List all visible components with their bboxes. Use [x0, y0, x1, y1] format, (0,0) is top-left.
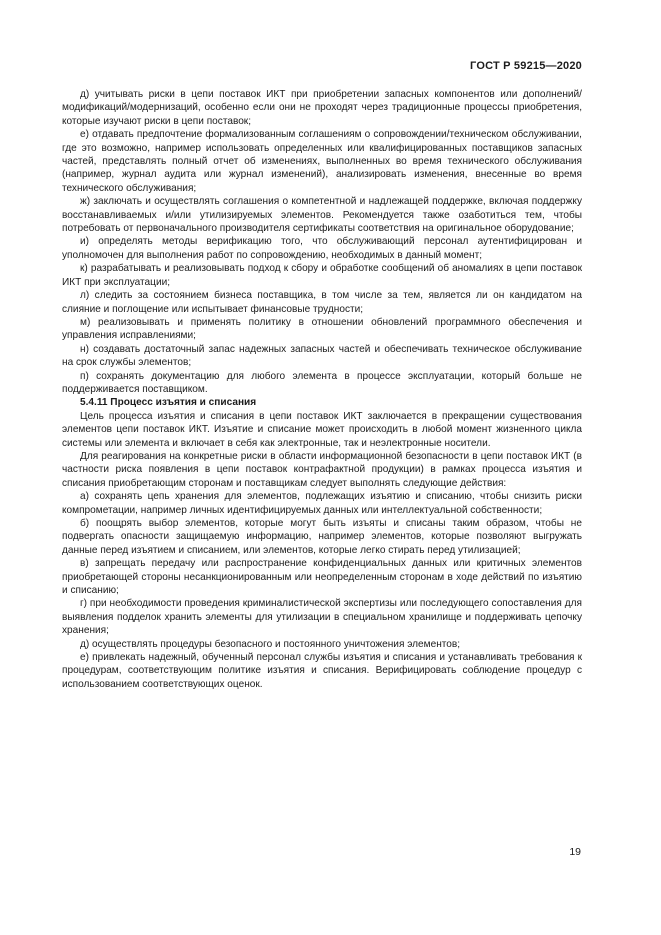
list-item-g: г) при необходимости проведения криминалистической экспертизы или последующего сопоставления для выявления подделок хранить элементы для утилизации в специальном хранилище и поддерживать цепочку хранения; — [62, 598, 582, 637]
document-standard-number: ГОСТ Р 59215—2020 — [470, 60, 582, 72]
list-item-b: б) поощрять выбор элементов, которые могут быть изъяты и списаны таким образом, чтобы не подвергать опасности защищаемую информацию, например элементов, которые позволяют выгружать данные перед изъятием и списанием, или элементов, которые легко стирать перед утилизацией; — [62, 518, 582, 556]
section-heading: 5.4.11 Процесс изъятия и списания — [80, 397, 257, 409]
page-number: 19 — [569, 846, 581, 858]
list-item-a: а) сохранять цепь хранения для элементов, подлежащих изъятию и списанию, чтобы снизить риски компрометации, например личных идентифицируемых данных или интеллектуальной собственности; — [62, 491, 582, 516]
document-body — [62, 88, 582, 691]
list-item-e2: е) привлекать надежный, обученный персонал службы изъятия и списания и устанавливать требования к процедурам, соответствующим политике изъятия и списания. Верифицировать соблюдение процедур с использованием соответствующих оценок. — [62, 652, 582, 690]
list-item-m: м) реализовывать и применять политику в отношении обновлений программного обеспечения и управления исправлениями; — [62, 316, 582, 342]
list-item-v: в) запрещать передачу или распространение конфиденциальных данных или критичных элементов приобретающей стороны несанкционированным или неопределенным сторонам в ходе действий по изъятию и списанию; — [62, 558, 582, 597]
list-item-p: п) сохранять документацию для любого элемента в процессе эксплуатации, который больше не поддерживается поставщиком. — [62, 370, 582, 395]
section-paragraph-intro: Для реагирования на конкретные риски в области информационной безопасности в цепи поставок ИКТ (в частности риска появления в цепи поставок контрафактной продукции) в рамках процесса изъятия и списания приобретающим сторонам и поставщикам следует выполнять следующие действия: — [62, 450, 582, 489]
list-item-i: и) определять методы верификацию того, что обслуживающий персонал аутентифицирован и уполномочен для выполнения работ по сопровождению, необходимых в данный момент; — [62, 236, 582, 261]
list-item-d: д) учитывать риски в цепи поставок ИКТ при приобретении запасных компонентов или дополнений/модификаций/модернизаций, особенно если они не проходят через традиционные процессы приобретения, которые изучают риски в цепи поставок; — [62, 89, 582, 127]
list-item-n: н) создавать достаточный запас надежных запасных частей и обеспечивать техническое обслуживание на срок службы элементов; — [62, 343, 582, 369]
section-paragraph-purpose: Цель процесса изъятия и списания в цепи поставок ИКТ заключается в прекращении существования элементов цепи поставок ИКТ. Изъятие и списание может происходить в любой момент жизненного цикла системы или элемента и включает в себя как электронные, так и неэлектронные носители. — [62, 410, 582, 449]
list-item-e: е) отдавать предпочтение формализованным соглашениям о сопровождении/техническом обслуживании, где это возможно, например использовать определенных или квалифицированных поставщиков запасных частей, представлять полный отчет об изменениях, выполненных во время технического обслуживания (например, журнал аудита или журнал изменений), анализировать изменения, внесенные во время технического обслуживания; — [62, 129, 582, 194]
list-item-l: л) следить за состоянием бизнеса поставщика, в том числе за тем, является ли он кандидатом на слияние и поглощение или испытывает финансовые трудности; — [62, 290, 582, 315]
list-item-d2: д) осуществлять процедуры безопасного и постоянного уничтожения элементов; — [80, 638, 461, 650]
list-item-zh: ж) заключать и осуществлять соглашения о компетентной и надлежащей поддержке, включая поддержку восстанавливаемых и/или утилизируемых элементов. Рекомендуется также озаботиться тем, чтобы потребовать от первоначального производителя сертификаты соответствия на оригинальное оборудование; — [62, 196, 582, 235]
list-item-k: к) разрабатывать и реализовывать подход к сбору и обработке сообщений об аномалиях в цепи поставок ИКТ при эксплуатации; — [62, 263, 582, 288]
